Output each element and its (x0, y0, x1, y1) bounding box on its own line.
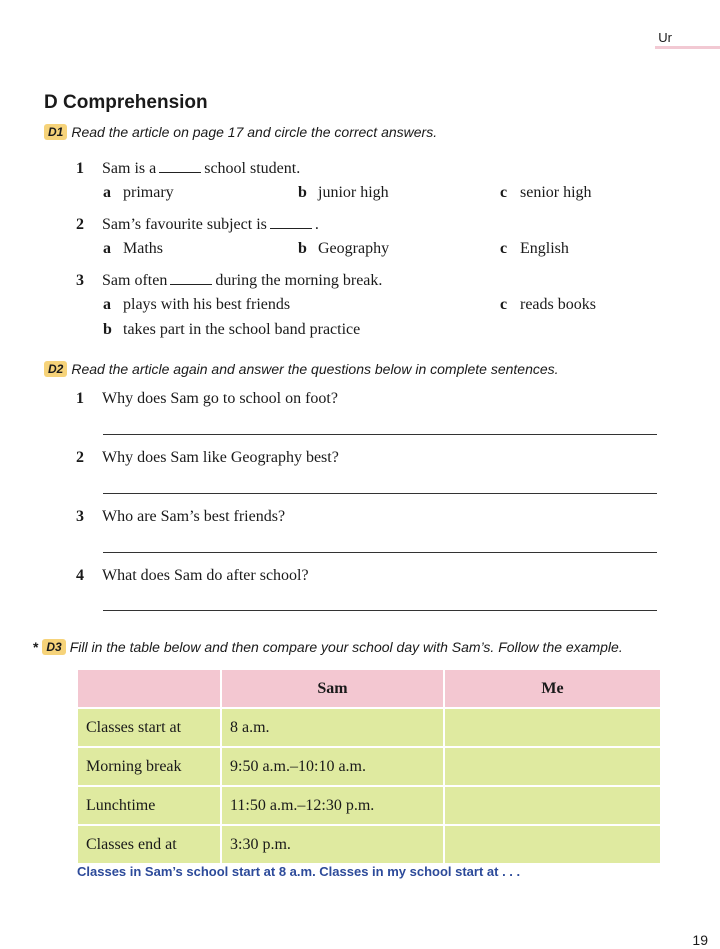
d1-instruction-row (44, 124, 437, 140)
question-number: 3 (76, 272, 84, 289)
d1-q2-option-a[interactable] (103, 240, 163, 258)
question-text-after: during the morning break. (215, 272, 383, 289)
sam-cell: 11:50 a.m.–12:30 p.m. (221, 786, 444, 825)
option-letter: a (103, 184, 111, 201)
d1-question-3 (76, 272, 382, 290)
question-number: 2 (76, 216, 84, 233)
question-text-before: Sam often (102, 272, 168, 289)
option-text: Maths (123, 240, 163, 257)
d1-instruction: Read the article on page 17 and circle the correct answers. (71, 124, 438, 140)
answer-blank[interactable] (159, 160, 201, 173)
option-letter: b (298, 184, 307, 201)
question-text-before: Sam is a (102, 160, 157, 177)
question-text-after: school student. (204, 160, 301, 177)
answer-line[interactable] (103, 493, 657, 494)
me-cell[interactable] (444, 708, 661, 747)
answer-blank[interactable] (270, 216, 312, 229)
option-text: reads books (520, 296, 596, 313)
section-title (44, 92, 208, 114)
question-text-before: Sam’s favourite subject is (102, 216, 267, 233)
question-text-after: . (314, 216, 319, 233)
d1-q3-option-a[interactable] (103, 296, 290, 314)
question-number: 1 (76, 390, 84, 407)
section-name: Comprehension (63, 92, 208, 113)
row-label: Lunchtime (77, 786, 221, 825)
row-label: Morning break (77, 747, 221, 786)
question-number: 4 (76, 567, 84, 584)
challenge-star: * (33, 639, 39, 655)
option-text: Geography (318, 240, 390, 257)
d2-question-1 (76, 390, 338, 408)
d2-instruction-row (44, 361, 559, 377)
question-text: What does Sam do after school? (102, 567, 309, 584)
sam-cell: 3:30 p.m. (221, 825, 444, 864)
table-row (77, 708, 661, 747)
d1-q1-option-a[interactable] (103, 184, 174, 202)
d1-q2-option-b[interactable] (298, 240, 389, 258)
option-letter: c (500, 240, 508, 257)
question-text: Why does Sam go to school on foot? (102, 390, 338, 407)
row-label: Classes start at (77, 708, 221, 747)
option-letter: c (500, 184, 508, 201)
d3-instruction-row (33, 639, 623, 655)
d1-q1-option-b[interactable] (298, 184, 389, 202)
table-header-empty (77, 669, 221, 708)
unit-divider (655, 46, 720, 49)
d1-q1-option-c[interactable] (500, 184, 592, 202)
d1-badge: D1 (44, 124, 67, 140)
option-letter: b (298, 240, 307, 257)
option-letter: a (103, 240, 111, 257)
unit-tag: Ur (658, 30, 672, 45)
me-cell[interactable] (444, 747, 661, 786)
d2-instruction: Read the article again and answer the questions below in complete sentences. (71, 361, 559, 377)
d2-badge: D2 (44, 361, 67, 377)
sam-cell: 8 a.m. (221, 708, 444, 747)
option-text: English (520, 240, 569, 257)
section-letter: D (44, 92, 58, 113)
table-row (77, 825, 661, 864)
d1-question-1 (76, 160, 300, 178)
answer-line[interactable] (103, 434, 657, 435)
d1-q3-option-c[interactable] (500, 296, 596, 314)
option-letter: a (103, 296, 111, 313)
option-letter: b (103, 321, 112, 338)
answer-line[interactable] (103, 610, 657, 611)
page-number: 19 (692, 932, 708, 948)
d3-instruction: Fill in the table below and then compare your school day with Sam’s. Follow the example. (69, 639, 623, 655)
d2-question-2 (76, 449, 339, 467)
me-cell[interactable] (444, 825, 661, 864)
me-cell[interactable] (444, 786, 661, 825)
question-text: Who are Sam’s best friends? (102, 508, 286, 525)
option-text: plays with his best friends (123, 296, 291, 313)
table-row (77, 786, 661, 825)
option-text: junior high (318, 184, 389, 201)
d1-q2-option-c[interactable] (500, 240, 569, 258)
table-header-row (77, 669, 661, 708)
option-text: takes part in the school band practice (123, 321, 361, 338)
d1-question-2 (76, 216, 319, 234)
d2-question-3 (76, 508, 285, 526)
question-number: 2 (76, 449, 84, 466)
option-text: senior high (520, 184, 592, 201)
example-sentence: Classes in Sam’s school start at 8 a.m. Classes in my school start at . . . (77, 864, 521, 879)
question-number: 1 (76, 160, 84, 177)
row-label: Classes end at (77, 825, 221, 864)
d2-question-4 (76, 567, 309, 585)
d3-badge: D3 (42, 639, 65, 655)
table-header-me: Me (444, 669, 661, 708)
d1-q3-option-b[interactable] (103, 321, 360, 339)
table-header-sam: Sam (221, 669, 444, 708)
option-text: primary (123, 184, 174, 201)
question-text: Why does Sam like Geography best? (102, 449, 339, 466)
table-row (77, 747, 661, 786)
answer-line[interactable] (103, 552, 657, 553)
answer-blank[interactable] (170, 272, 212, 285)
sam-cell: 9:50 a.m.–10:10 a.m. (221, 747, 444, 786)
option-letter: c (500, 296, 508, 313)
school-day-table (76, 668, 662, 865)
question-number: 3 (76, 508, 84, 525)
